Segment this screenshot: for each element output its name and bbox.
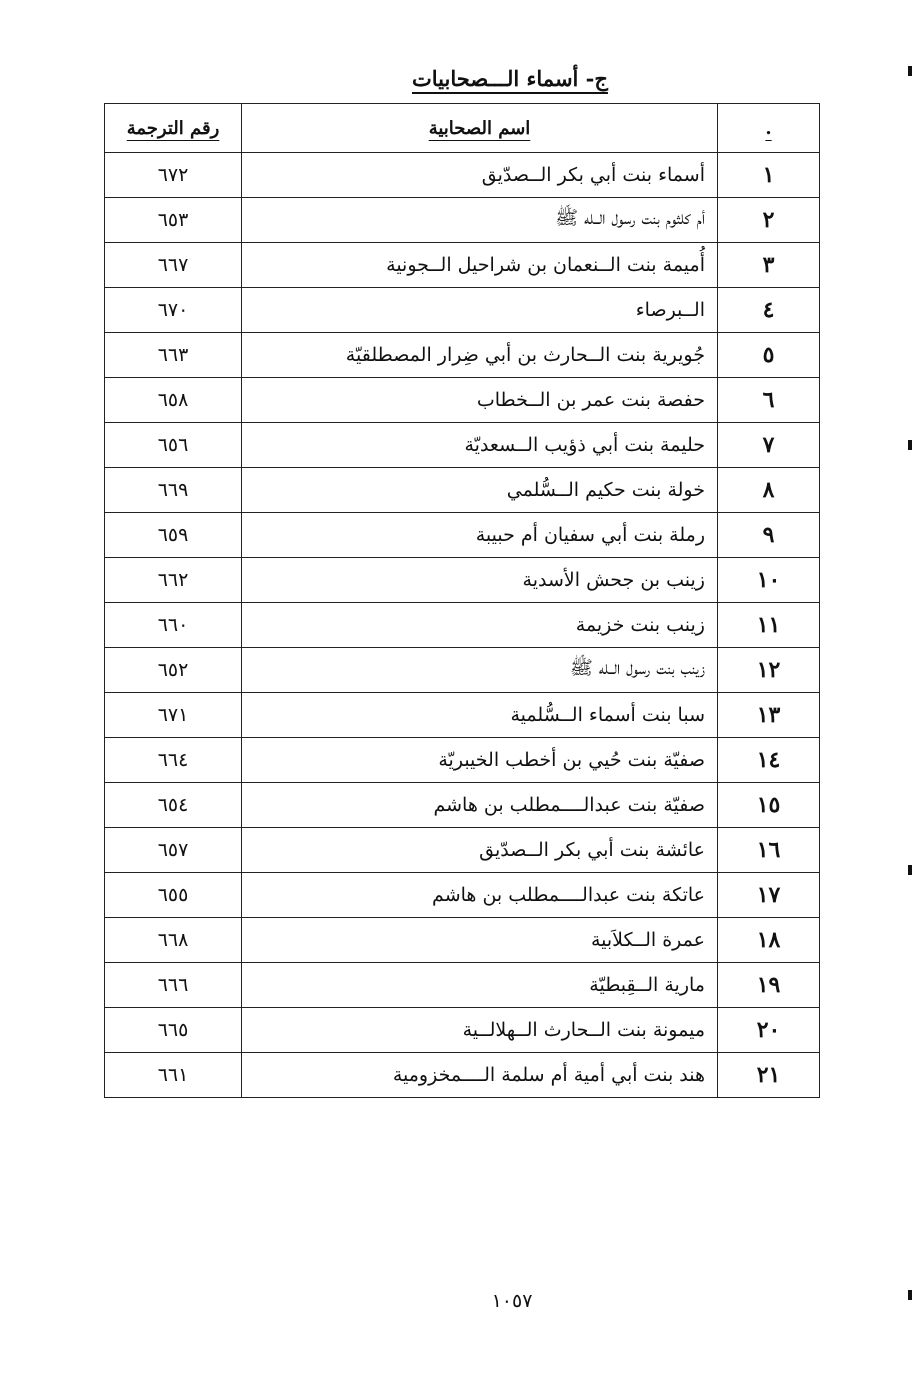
table-row — [105, 152, 819, 197]
table-row — [105, 872, 819, 917]
row-number: ٨ — [717, 468, 819, 512]
companions-table — [104, 103, 820, 1098]
table-row — [105, 422, 819, 467]
biography-number: ٦٥٨ — [157, 389, 189, 411]
table-row — [105, 602, 819, 647]
row-number: ١٧ — [717, 873, 819, 917]
table-row — [105, 827, 819, 872]
table-row — [105, 692, 819, 737]
biography-number: ٦٥٧ — [157, 839, 189, 861]
table-row — [105, 782, 819, 827]
page-number: ١٠٥٧ — [491, 1290, 533, 1312]
biography-number: ٦٧٠ — [157, 299, 189, 321]
biography-number: ٦٦٣ — [157, 344, 189, 366]
biography-number: ٦٦٨ — [157, 929, 189, 951]
row-number: ١٦ — [717, 828, 819, 872]
table-row — [105, 332, 819, 377]
companion-name: أُميمة بنت الــنعمان بن شراحيل الــجونية — [241, 243, 717, 287]
biography-number: ٦٦٧ — [157, 254, 189, 276]
biography-number: ٦٥٣ — [157, 209, 189, 231]
table-row — [105, 197, 819, 242]
biography-number: ٦٧٢ — [157, 164, 189, 186]
row-number: ٢ — [717, 198, 819, 242]
companion-name: ميمونة بنت الــحارث الــهلالــية — [241, 1008, 717, 1052]
companion-name: الــبرصاء — [241, 288, 717, 332]
companion-name: صفيّة بنت عبدالــــمطلب بن هاشم — [241, 783, 717, 827]
row-number: ١٨ — [717, 918, 819, 962]
edge-mark — [908, 865, 912, 875]
companion-name: رملة بنت أبي سفيان أم حبيبة — [241, 513, 717, 557]
companion-name: جُويرية بنت الــحارث بن أبي ضِرار المصطلقيّة — [241, 333, 717, 377]
biography-number: ٦٥٥ — [157, 884, 189, 906]
biography-number: ٦٦٥ — [157, 1019, 189, 1041]
row-number: ٢١ — [717, 1053, 819, 1097]
biography-number: ٦٧١ — [157, 704, 189, 726]
table-header-row — [105, 104, 819, 152]
table-row — [105, 917, 819, 962]
companion-name: خولة بنت حكيم الــسُّلمي — [241, 468, 717, 512]
biography-number: ٦٦٦ — [157, 974, 189, 996]
table-body — [105, 152, 819, 1097]
row-number: ١٥ — [717, 783, 819, 827]
row-number: ١٣ — [717, 693, 819, 737]
row-number: ١٠ — [717, 558, 819, 602]
biography-number: ٦٥٦ — [157, 434, 189, 456]
table-row — [105, 962, 819, 1007]
biography-number: ٦٦٩ — [157, 479, 189, 501]
row-number: ٣ — [717, 243, 819, 287]
row-number: ٢٠ — [717, 1008, 819, 1052]
header-num: . — [717, 104, 819, 152]
companion-name: زينب بنت رسول الــله ﷺ — [241, 648, 717, 692]
page-title — [0, 66, 914, 91]
table-row — [105, 467, 819, 512]
companion-name: زينب بن جحش الأسدية — [241, 558, 717, 602]
table-row — [105, 242, 819, 287]
row-number: ١٢ — [717, 648, 819, 692]
row-number: ١٩ — [717, 963, 819, 1007]
companion-name: حليمة بنت أبي ذؤيب الــسعديّة — [241, 423, 717, 467]
biography-number: ٦٦٢ — [157, 569, 189, 591]
companion-name: عائشة بنت أبي بكر الــصدّيق — [241, 828, 717, 872]
companion-name: عمرة الــكلاَبية — [241, 918, 717, 962]
companion-name: هند بنت أبي أمية أم سلمة الــــمخزومية — [241, 1053, 717, 1097]
table-row — [105, 512, 819, 557]
table-row — [105, 1007, 819, 1052]
table-row — [105, 377, 819, 422]
row-number: ٩ — [717, 513, 819, 557]
companion-name: حفصة بنت عمر بن الــخطاب — [241, 378, 717, 422]
biography-number: ٦٥٩ — [157, 524, 189, 546]
companion-name: صفيّة بنت حُيي بن أخطب الخيبريّة — [241, 738, 717, 782]
companion-name: زينب بنت خزيمة — [241, 603, 717, 647]
page-title-text: ج- أسماء الـــصحابيات — [412, 66, 608, 91]
row-number: ١١ — [717, 603, 819, 647]
companion-name: أسماء بنت أبي بكر الــصدّيق — [241, 153, 717, 197]
row-number: ١ — [717, 153, 819, 197]
edge-mark — [908, 66, 912, 76]
table-row — [105, 737, 819, 782]
companion-name: عاتكة بنت عبدالــــمطلب بن هاشم — [241, 873, 717, 917]
companion-name: سبا بنت أسماء الــسُّلمية — [241, 693, 717, 737]
table-row — [105, 647, 819, 692]
table-row — [105, 557, 819, 602]
row-number: ٤ — [717, 288, 819, 332]
biography-number: ٦٥٢ — [157, 659, 189, 681]
edge-mark — [908, 440, 912, 450]
row-number: ١٤ — [717, 738, 819, 782]
row-number: ٧ — [717, 423, 819, 467]
companion-name: أم كلثوم بنت رسول الــله ﷺ — [241, 198, 717, 242]
edge-mark — [908, 1290, 912, 1300]
row-number: ٦ — [717, 378, 819, 422]
row-number: ٥ — [717, 333, 819, 377]
biography-number: ٦٦١ — [157, 1064, 189, 1086]
biography-number: ٦٦٠ — [157, 614, 189, 636]
header-name: اسم الصحابية — [241, 104, 717, 152]
biography-number: ٦٦٤ — [157, 749, 189, 771]
biography-number: ٦٥٤ — [157, 794, 189, 816]
table-row — [105, 287, 819, 332]
companion-name: مارية الــقِبطيّة — [241, 963, 717, 1007]
table-row — [105, 1052, 819, 1097]
header-ref: رقم الترجمة — [126, 117, 220, 139]
